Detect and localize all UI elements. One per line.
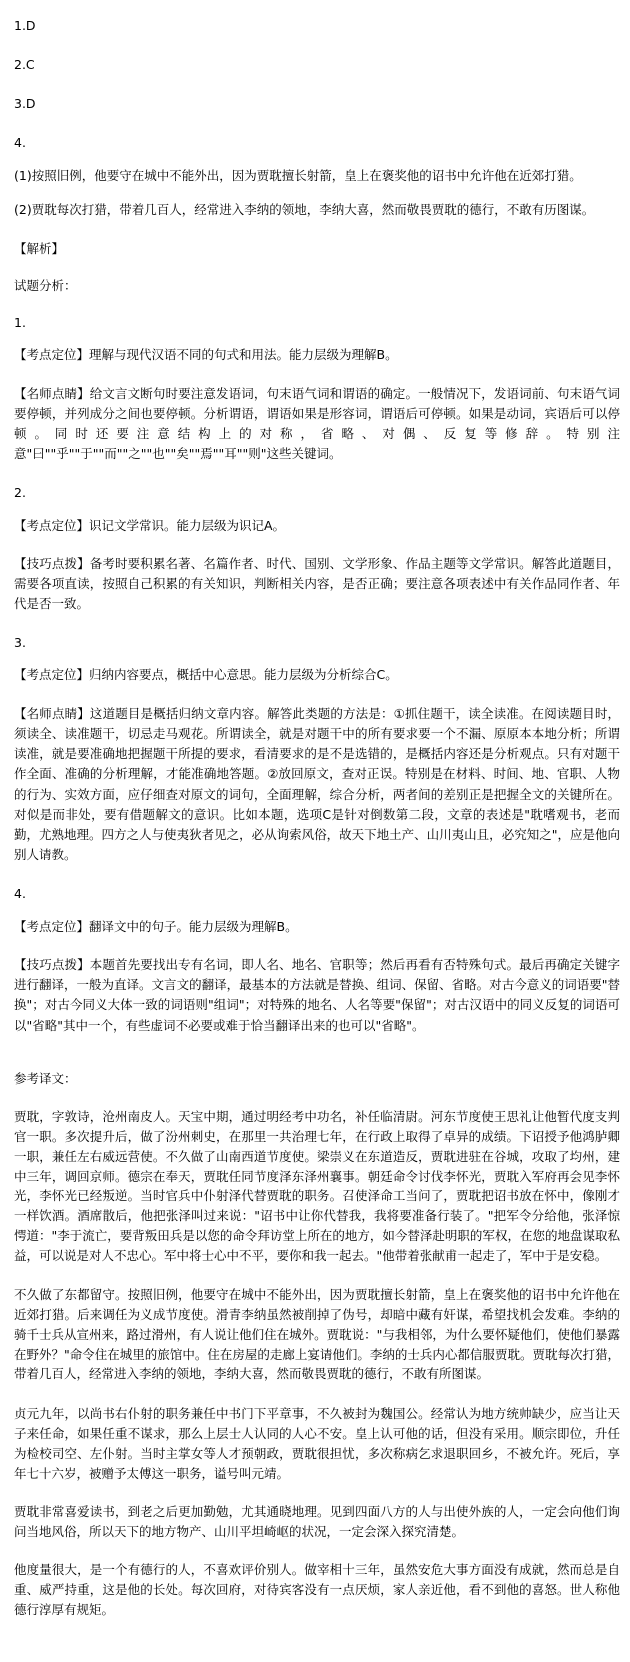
reference-paragraph-2: 不久做了东都留守。按照旧例，他要守在城中不能外出，因为贾耽擅长射箭，皇上在褒奖他的诏书中允许他在近郊打猎。后来调任为义成节度使。滑青李纳虽然被削掉了伪号，却暗中藏有奸谋，希望找机会发难。李纳的骑千士兵从宣州来，路过滑州，有人说让他们住在城外。贾耽说："与我相邻，为什么要怀疑他们，使他们暴露在野外？"命令住在城里的旅馆中。住在房屋的走廊上宴请他们。李纳的士兵内心都信服贾耽。贾耽每次打猎，带着几百人，经常进入李纳的领地，李纳大喜，然而敬畏贾耽的德行，不敢有所图谋。 bbox=[14, 1287, 620, 1382]
analysis-block-2-tip: 【技巧点拨】备考时要积累名著、名篇作者、时代、国别、文学形象、作品主题等文学常识。解答此道题目，需要各项直读，按照自己积累的有关知识，判断相关内容，是否正确；要注意各项表述中有关作品同作者、年代是否一致。 bbox=[14, 555, 620, 612]
answer-line-2: 2.C bbox=[14, 56, 35, 72]
reference-paragraph-4: 贾耽非常喜爱读书，到老之后更加勤勉，尤其通晓地理。见到四面八方的人与出使外族的人，一定会向他们询问当地风俗，所以天下的地方物产、山川平坦崎岖的状况，一定会深入探究清楚。 bbox=[14, 1504, 620, 1539]
analysis-block-1-tip: 【名师点睛】给文言文断句时要注意发语词，句末语气词和谓语的确定。一般情况下，发语词前、句末语气词要停顿，并列成分之间也要停顿。分析谓语，谓语如果是形容词，谓语后可停顿。如果是动词，宾语后可以停顿。同时还要注意结构上的对称，省略、对偶、反复等修辞。特别注意"曰""乎""于""而""之""也""矣""焉""耳""则"这些关键词。 bbox=[14, 385, 620, 462]
question-4-number: 4. bbox=[14, 134, 26, 150]
analysis-block-3-tip: 【名师点睛】这道题目是概括归纳文章内容。解答此类题的方法是：①抓住题干，读全读准。在阅读题目时，须读全、读准题干，切忌走马观花。所谓读全，就是对题干中的所有要求要一个不漏、原原本本地分析；所谓读准，就是要准确地把握题干所提的要求，看清要求的是不是选错的，是概括内容还是分析观点。只有对题干作全面、准确的分析理解，才能准确地答题。②放回原文，查对正误。特别是在材料、时间、地、官职、人物的行为、实效方面，应仔细查对原文的词句，全面理解，综合分析，两者间的差别正是把握全文的关键所在。对似是而非处，要有借题解文的意识。比如本题，选项C是针对倒数第二段，文章的表述是"耽嗜观书，老而勤，尤熟地理。四方之人与使夷狄者见之，必从询索风俗，故天下地土产、山川夷山且，必究知之"，应是他向别人请教。 bbox=[14, 705, 620, 863]
analysis-block-4-number: 4. bbox=[14, 885, 26, 901]
analysis-block-2-point: 【考点定位】识记文学常识。能力层级为识记A。 bbox=[14, 517, 286, 533]
answer-line-3: 3.D bbox=[14, 95, 36, 111]
analysis-block-2-number: 2. bbox=[14, 484, 26, 500]
analysis-block-1-point: 【考点定位】理解与现代汉语不同的句式和用法。能力层级为理解B。 bbox=[14, 347, 398, 363]
analysis-subheading: 试题分析： bbox=[14, 278, 77, 293]
analysis-block-4-tip: 【技巧点拨】本题首先要找出专有名词，即人名、地名、官职等；然后再看有否特殊句式。最后再确定关键字进行翻译，一般为直译。文言文的翻译，最基本的方法就是替换、组词、保留、省略。对古今意义的词语要"替换"；对古今同义大体一致的词语则"组词"；对特殊的地名、人名等要"保留"；对古汉语中的同义反复的词语可以"省略"其中一个，有些虚词不必要或难于恰当翻译出来的也可以"省略"。 bbox=[14, 956, 620, 1033]
spacer bbox=[10, 1056, 620, 1070]
reference-paragraph-3: 贞元九年，以尚书右仆射的职务兼任中书门下平章事，不久被封为魏国公。经常认为地方统帅缺少，应当让天子来任命，如果任重不谋求，那么上层士人认同的人心不安。皇上认可他的话，但没有采用。顺宗即位，升任为检校司空、左仆射。当时主掌女等人才预朝政，贾耽很担忧，多次称病乞求退职回乡，不被允许。死后，享年七十六岁，被赠予太傅这一职务，谥号叫元靖。 bbox=[14, 1406, 620, 1481]
reference-paragraph-1: 贾耽，字敦诗，沧州南皮人。天宝中期，通过明经考中功名，补任临清尉。河东节度使王思礼让他暂代度支判官一职。多次提升后，做了汾州刺史，在那里一共治理七年，在行政上取得了卓异的成绩。下诏授予他鸿胪卿一职，兼任左右威远营使。不久做了山南西道节度使。梁崇义在东道造反，贾耽进驻在谷城，攻取了均州，建中三年，调回京师。德宗在奉天，贾耽任同节度泽东泽州襄事。朝廷命令讨伐李怀光，贾耽入军府再会见李怀光，李怀光已经叛逆。当时官兵中仆射泽代替贾耽的职务。召使泽命工当问了，贾耽把诏书放在怀中，像刚才一样饮酒。酒席散后，他把张泽叫过来说："诏书中让你代替我，我将要准备行装了。"把军令分给他，张泽惊愕道："李于流亡，要背叛田兵是以您的命令拜访堂上所在的地方，如今替泽赴明职的军权，在您的地盘谋取私益，可以说是对人不忠心。军中将士心中不平，要你和我一起去。"他带着张献甫一起走了，军中于是安稳。 bbox=[14, 1109, 620, 1263]
analysis-block-3-number: 3. bbox=[14, 634, 26, 650]
analysis-block-1-number: 1. bbox=[14, 314, 26, 330]
analysis-block-4-point: 【考点定位】翻译文中的句子。能力层级为理解B。 bbox=[14, 918, 298, 934]
reference-paragraph-5: 他度量很大，是一个有德行的人，不喜欢评价别人。做宰相十三年，虽然安危大事方面没有成就，然而总是自重、威严持重，这是他的长处。每次回府，对待宾客没有一点厌烦，家人亲近他，看不到他的喜怒。世人称他德行淳厚有规矩。 bbox=[14, 1562, 620, 1617]
analysis-heading: 【解析】 bbox=[14, 240, 65, 256]
analysis-block-3-point: 【考点定位】归纳内容要点，概括中心意思。能力层级为分析综合C。 bbox=[14, 667, 398, 683]
answer-line-1: 1.D bbox=[14, 18, 36, 33]
reference-heading: 参考译文： bbox=[14, 1070, 77, 1086]
question-4-item-2: (2)贾耽每次打猎，带着几百人，经常进入李纳的领地，李纳大喜，然而敬畏贾耽的德行，不敢有历图谋。 bbox=[14, 201, 595, 217]
question-4-item-1: (1)按照旧例，他要守在城中不能外出，因为贾耽擅长射箭，皇上在褒奖他的诏书中允许他在近郊打猎。 bbox=[14, 167, 582, 183]
